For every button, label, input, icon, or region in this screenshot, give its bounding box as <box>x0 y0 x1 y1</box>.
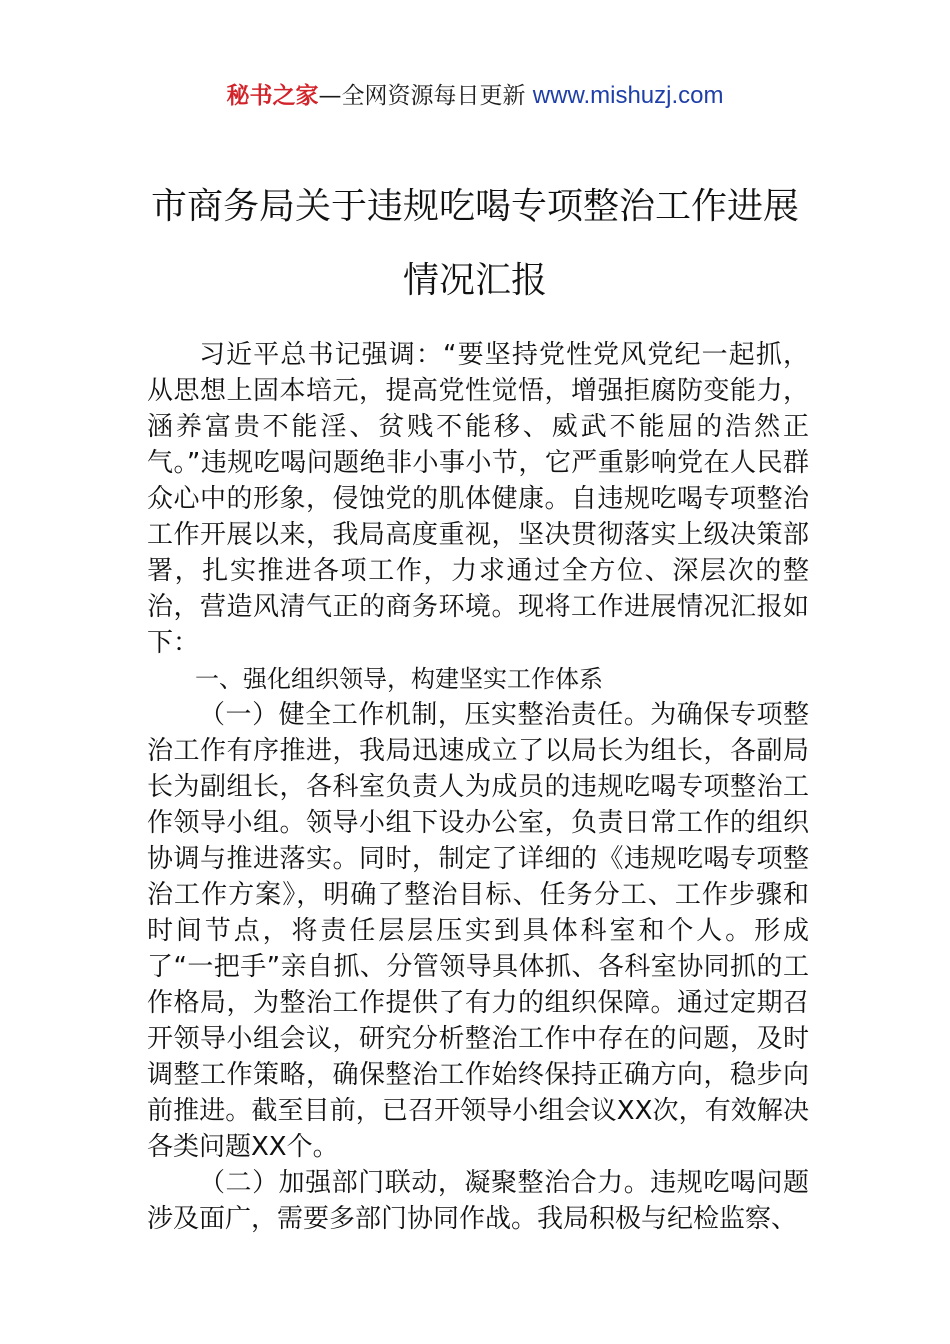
title-line-1: 市商务局关于违规吃喝专项整治工作进展 <box>150 186 799 227</box>
document-title <box>100 170 850 318</box>
site-tagline: —全网资源每日更新 <box>318 83 533 109</box>
document-body <box>147 337 809 1237</box>
section-1-heading: 一、强化组织领导，构建坚实工作体系 <box>195 665 603 693</box>
title-line-2: 情况汇报 <box>402 260 547 301</box>
site-header <box>0 80 950 112</box>
site-url-link[interactable]: www.mishuzj.com <box>532 82 724 109</box>
subsection-1-paragraph: （一）健全工作机制，压实整治责任。为确保专项整治工作有序推进，我局迅速成立了以局长为组长，各副局长为副组长，各科室负责人为成员的违规吃喝专项整治工作领导小组。领导小组下设办公室，负责日常工作的组织协调与推进落实。同时，制定了详细的《违规吃喝专项整治工作方案》，明确了整治目标、任务分工、工作步骤和时间节点，将责任层层压实到具体科室和个人。形成了“一把手”亲自抓、分管领导具体抓、各科室协同抓的工作格局，为整治工作提供了有力的组织保障。通过定期召开领导小组会议，研究分析整治工作中存在的问题，及时调整工作策略，确保整治工作始终保持正确方向，稳步向前推进。截至目前，已召开领导小组会议XX次，有效解决各类问题XX个。 <box>147 700 809 1162</box>
site-brand: 秘书之家 <box>226 83 319 109</box>
intro-paragraph: 习近平总书记强调：“要坚持党性党风党纪一起抓，从思想上固本培元，提高党性觉悟，增强拒腐防变能力，涵养富贵不能淫、贫贱不能移、威武不能屈的浩然正气。”违规吃喝问题绝非小事小节，它严重影响党在人民群众心中的形象，侵蚀党的肌体健康。自违规吃喝专项整治工作开展以来，我局高度重视，坚决贯彻落实上级决策部署，扎实推进各项工作，力求通过全方位、深层次的整治，营造风清气正的商务环境。现将工作进展情况汇报如下： <box>147 340 809 658</box>
subsection-2-paragraph: （二）加强部门联动，凝聚整治合力。违规吃喝问题涉及面广，需要多部门协同作战。我局积极与纪检监察、 <box>147 1168 809 1234</box>
